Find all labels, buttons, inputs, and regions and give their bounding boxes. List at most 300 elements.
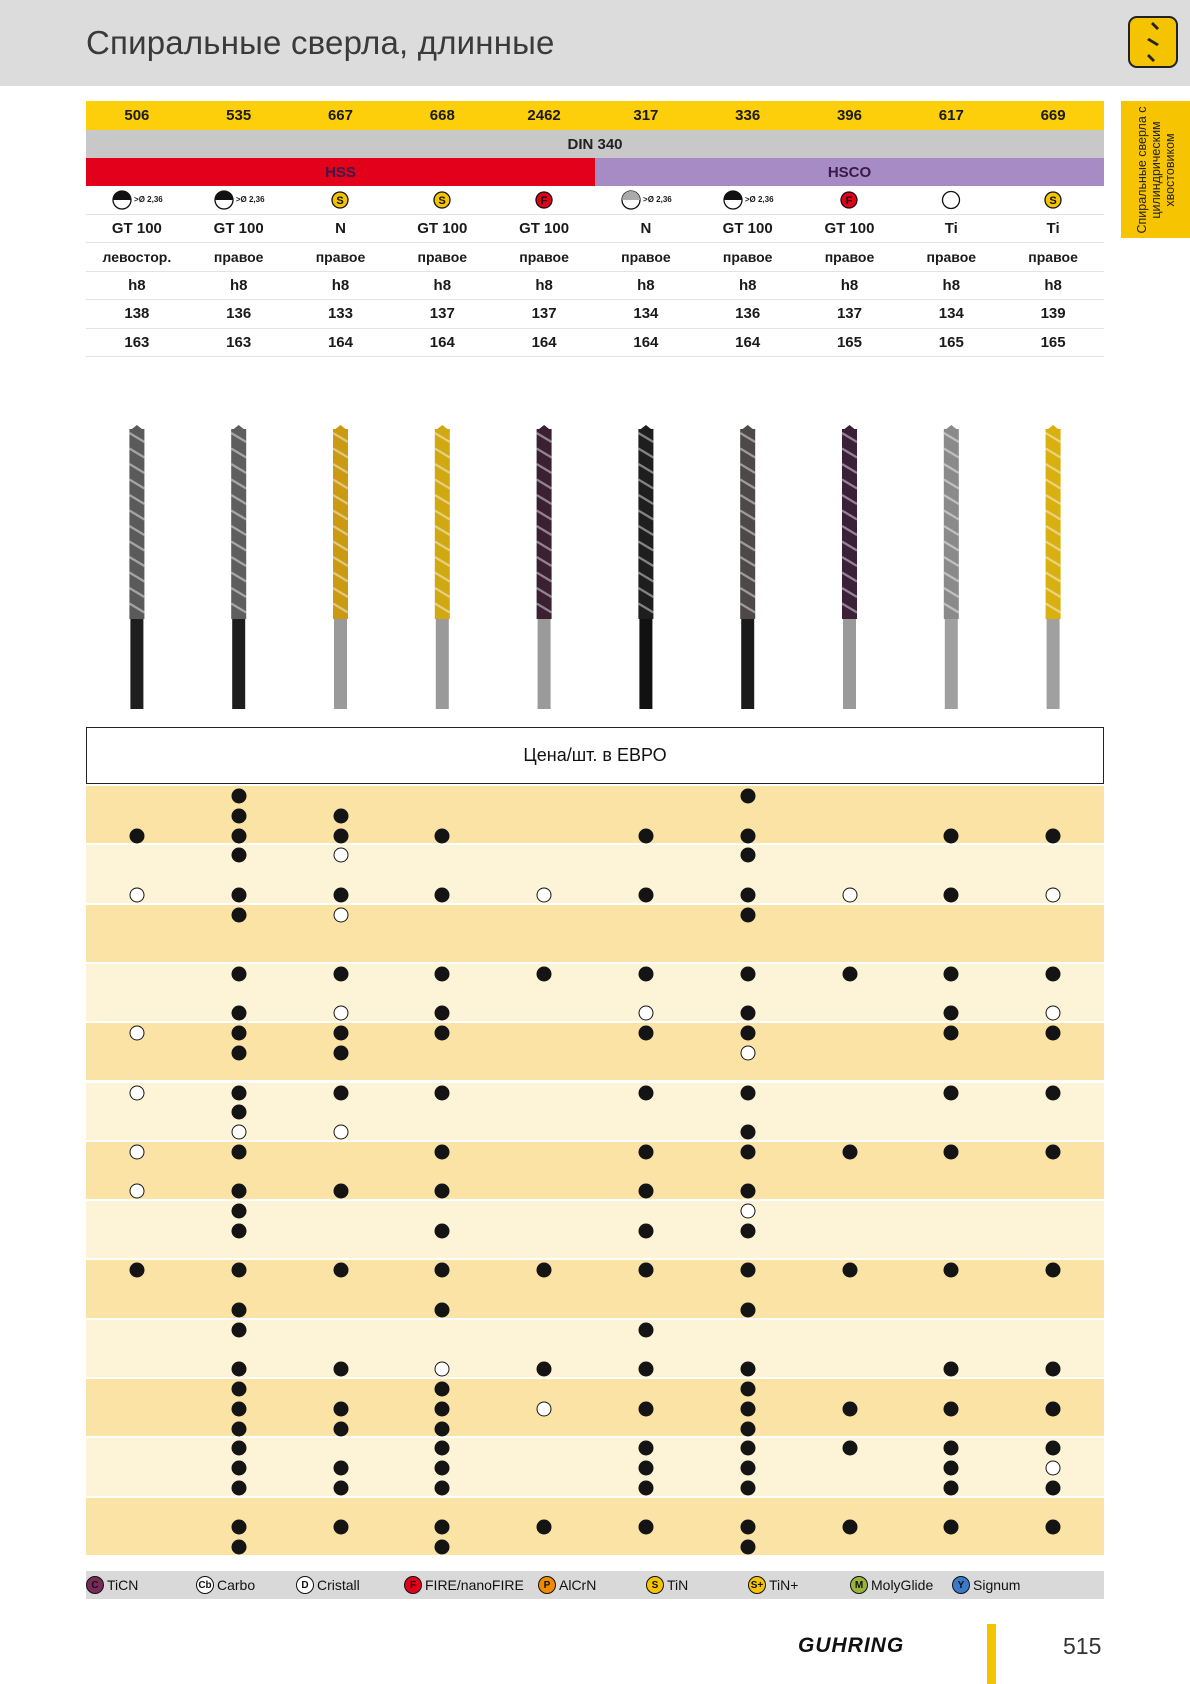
material-row: [86, 158, 1104, 186]
available-dot: [435, 966, 450, 981]
available-dot: [231, 1461, 246, 1476]
article-code[interactable]: 2462: [527, 107, 561, 124]
legend-item: [850, 1571, 933, 1599]
available-dot: [740, 1520, 755, 1535]
catalog-page-row: [86, 300, 1104, 329]
available-dot: [1046, 1401, 1061, 1416]
coating-cell: [188, 186, 290, 214]
page1-cell: 136: [735, 305, 761, 323]
available-dot: [333, 1480, 348, 1495]
footer-accent-bar: [987, 1624, 996, 1684]
on-request-dot: [537, 1401, 552, 1416]
available-dot: [129, 828, 144, 843]
tip-cell: GT 100: [722, 219, 773, 237]
available-dot: [740, 1401, 755, 1416]
on-request-dot: [740, 1046, 755, 1061]
coating-cell: [1002, 186, 1104, 214]
available-dot: [740, 1461, 755, 1476]
page-number: 515: [1063, 1633, 1102, 1659]
page1-cell: 137: [836, 305, 862, 323]
available-dot: [231, 1006, 246, 1021]
available-dot: [740, 848, 755, 863]
available-dot: [740, 1382, 755, 1397]
price-header-label: Цена/шт. в ЕВРО: [523, 745, 667, 765]
direction-cell: правое: [1028, 248, 1078, 265]
coating-cell: [493, 186, 595, 214]
page-title: Спиральные сверла, длинные: [86, 24, 555, 61]
legend-label: TiCN: [107, 1577, 139, 1593]
tip-cell: GT 100: [824, 219, 875, 237]
available-dot: [944, 887, 959, 902]
available-dot: [333, 1026, 348, 1041]
available-dot: [435, 828, 450, 843]
legend-label: Carbo: [217, 1577, 256, 1593]
article-code[interactable]: 667: [327, 107, 353, 124]
available-dot: [740, 1006, 755, 1021]
article-code[interactable]: 506: [124, 107, 150, 124]
available-dot: [740, 1421, 755, 1436]
available-dot: [944, 1461, 959, 1476]
available-dot: [333, 887, 348, 902]
legend-item: [952, 1571, 1020, 1599]
direction-cell: правое: [417, 248, 468, 265]
available-dot: [333, 1184, 348, 1199]
tolerance-cell: h8: [637, 276, 655, 294]
available-dot: [638, 1223, 653, 1238]
on-request-dot: [333, 848, 348, 863]
available-dot: [231, 1540, 246, 1555]
available-dot: [537, 966, 552, 981]
tip-cell: N: [640, 219, 652, 237]
available-dot: [129, 1263, 144, 1278]
tolerance-cell: h8: [942, 276, 961, 294]
available-dot: [740, 789, 755, 804]
available-dot: [638, 1362, 653, 1377]
page2-cell: 165: [938, 333, 964, 351]
page1-cell: 134: [633, 305, 659, 323]
on-request-dot: [638, 1006, 653, 1021]
material-hss-label: HSS: [325, 163, 356, 181]
available-dot: [231, 1204, 246, 1219]
page2-cell: 165: [1040, 333, 1066, 351]
coating-diameter-note: >Ø 2,36: [643, 194, 672, 204]
available-dot: [435, 1520, 450, 1535]
coating-none-icon: [941, 190, 961, 210]
drill-images: [86, 425, 1104, 715]
legend-label: FIRE/nanoFIRE: [425, 1577, 524, 1593]
available-dot: [231, 887, 246, 902]
available-dot: [333, 1520, 348, 1535]
legend-label: AlCrN: [559, 1577, 597, 1593]
available-dot: [740, 1184, 755, 1199]
page2-cell: 163: [226, 333, 252, 351]
available-dot: [435, 1144, 450, 1159]
available-dot: [1046, 1362, 1061, 1377]
available-dot: [231, 789, 246, 804]
available-dot: [638, 1026, 653, 1041]
available-dot: [537, 1362, 552, 1377]
tip-cell: Ti: [944, 219, 958, 237]
on-request-dot: [129, 1085, 144, 1100]
article-code[interactable]: 336: [735, 107, 761, 124]
available-dot: [435, 1303, 450, 1318]
on-request-dot: [231, 1125, 246, 1140]
page1-cell: 136: [226, 305, 252, 323]
article-code[interactable]: 669: [1040, 107, 1066, 124]
available-dot: [638, 1263, 653, 1278]
available-dot: [333, 808, 348, 823]
available-dot: [333, 1421, 348, 1436]
page2-cell: 164: [531, 333, 557, 351]
available-dot: [333, 1461, 348, 1476]
page2-cell: 163: [124, 333, 150, 351]
coating-alcrn-icon: P: [538, 1576, 556, 1594]
available-dot: [231, 1421, 246, 1436]
available-dot: [435, 887, 450, 902]
drill-bit-icon: [1128, 16, 1178, 68]
drill-image: [1046, 425, 1061, 709]
on-request-dot: [333, 1125, 348, 1140]
page2-cell: 164: [327, 333, 353, 351]
available-dot: [740, 887, 755, 902]
coating-cell: [86, 186, 188, 214]
material-hsco-label: HSCO: [827, 163, 872, 181]
legend-item: [404, 1571, 524, 1599]
available-dot: [638, 828, 653, 843]
tolerance-cell: h8: [1044, 276, 1062, 294]
available-dot: [638, 966, 653, 981]
on-request-dot: [1046, 1461, 1061, 1476]
coating-diameter-note: >Ø 2,36: [134, 194, 163, 204]
coating-row: [86, 186, 1104, 215]
material-hss-band: [86, 158, 595, 186]
available-dot: [435, 1006, 450, 1021]
tip-cell: GT 100: [213, 219, 264, 237]
available-dot: [435, 1223, 450, 1238]
coating-tin-icon: [331, 191, 349, 209]
available-dot: [944, 1263, 959, 1278]
on-request-dot: [129, 1026, 144, 1041]
available-dot: [740, 966, 755, 981]
coating-ticn-icon: C: [86, 1576, 104, 1594]
available-dot: [333, 966, 348, 981]
available-dot: [231, 1105, 246, 1120]
coating-half-icon: [111, 190, 163, 210]
coating-legend: [86, 1571, 1104, 1599]
available-dot: [740, 1441, 755, 1456]
on-request-dot: [1046, 1006, 1061, 1021]
available-dot: [231, 1401, 246, 1416]
page1-cell: 137: [429, 305, 455, 323]
available-dot: [944, 966, 959, 981]
svg-text:F: F: [540, 194, 548, 207]
drill-image: [435, 425, 450, 709]
available-dot: [231, 848, 246, 863]
legend-item: [196, 1571, 255, 1599]
svg-text:F: F: [846, 194, 853, 207]
cutting-direction-row: [86, 243, 1104, 272]
tip-cell: GT 100: [111, 219, 162, 237]
article-codes-row: [86, 101, 1104, 130]
on-request-dot: [333, 907, 348, 922]
tolerance-cell: h8: [433, 276, 452, 294]
available-dot: [740, 1303, 755, 1318]
tolerance-cell: h8: [128, 276, 146, 294]
available-dot: [231, 1303, 246, 1318]
available-dot: [740, 1223, 755, 1238]
available-dot: [944, 1085, 959, 1100]
coating-cell: [799, 186, 901, 214]
available-dot: [842, 1520, 857, 1535]
drill-image: [944, 425, 959, 709]
drill-image: [231, 425, 246, 709]
page2-cell: 164: [633, 333, 659, 351]
available-dot: [435, 1263, 450, 1278]
available-dot: [944, 1480, 959, 1495]
available-dot: [1046, 1520, 1061, 1535]
tip-cell: GT 100: [519, 219, 570, 237]
available-dot: [638, 1401, 653, 1416]
on-request-dot: [333, 1006, 348, 1021]
on-request-dot: [537, 887, 552, 902]
available-dot: [638, 1144, 653, 1159]
available-dot: [944, 1026, 959, 1041]
coating-firenanofire-icon: F: [404, 1576, 422, 1594]
direction-cell: правое: [722, 248, 773, 265]
available-dot: [740, 1263, 755, 1278]
tip-cell: N: [335, 219, 346, 237]
brand-logo: GUHRING: [798, 1634, 905, 1657]
tolerance-cell: h8: [535, 276, 553, 294]
coating-fire-icon: [840, 191, 858, 209]
available-dot: [740, 1085, 755, 1100]
legend-item: [86, 1571, 138, 1599]
available-dot: [231, 1441, 246, 1456]
available-dot: [944, 1401, 959, 1416]
available-dot: [231, 1263, 246, 1278]
price-page-row: [86, 329, 1104, 358]
legend-label: Cristall: [317, 1577, 360, 1593]
available-dot: [435, 1026, 450, 1041]
available-dot: [231, 1322, 246, 1337]
direction-cell: левостор.: [102, 248, 172, 265]
legend-label: TiN: [667, 1577, 689, 1593]
tip-cell: Ti: [1046, 219, 1060, 237]
drill-image: [333, 425, 348, 709]
available-dot: [435, 1480, 450, 1495]
available-dot: [537, 1520, 552, 1535]
on-request-dot: [129, 1144, 144, 1159]
coating-cell: [900, 186, 1002, 214]
on-request-dot: [842, 887, 857, 902]
available-dot: [333, 1263, 348, 1278]
article-code[interactable]: 535: [226, 107, 252, 124]
available-dot: [944, 1441, 959, 1456]
page1-cell: 138: [124, 305, 150, 323]
available-dot: [740, 1125, 755, 1140]
coating-signum-icon: Y: [952, 1576, 970, 1594]
available-dot: [333, 1085, 348, 1100]
tolerance-cell: h8: [331, 276, 350, 294]
standard-label: DIN 340: [567, 135, 623, 153]
on-request-dot: [740, 1204, 755, 1219]
page1-cell: 137: [531, 305, 557, 323]
legend-label: Signum: [973, 1577, 1021, 1593]
available-dot: [435, 1085, 450, 1100]
available-dot: [638, 887, 653, 902]
available-dot: [1046, 1085, 1061, 1100]
legend-label: TiN+: [769, 1577, 799, 1593]
available-dot: [842, 1401, 857, 1416]
drill-image: [842, 425, 857, 709]
coating-cell: [595, 186, 697, 214]
available-dot: [231, 1046, 246, 1061]
available-dot: [1046, 1480, 1061, 1495]
available-dot: [333, 1401, 348, 1416]
coating-cell: [697, 186, 799, 214]
available-dot: [435, 1441, 450, 1456]
coating-tin-icon: S: [646, 1576, 664, 1594]
available-dot: [740, 1540, 755, 1555]
coating-half-icon: [213, 190, 265, 210]
available-dot: [231, 828, 246, 843]
available-dot: [944, 828, 959, 843]
available-dot: [231, 966, 246, 981]
page2-cell: 165: [836, 333, 862, 351]
available-dot: [842, 966, 857, 981]
available-dot: [1046, 1026, 1061, 1041]
coating-diameter-note: >Ø 2,36: [744, 194, 774, 204]
available-dot: [638, 1322, 653, 1337]
legend-item: [646, 1571, 688, 1599]
available-dot: [740, 1480, 755, 1495]
page1-cell: 139: [1040, 305, 1066, 323]
available-dot: [435, 1184, 450, 1199]
available-dot: [231, 1223, 246, 1238]
available-dot: [638, 1461, 653, 1476]
direction-cell: правое: [213, 248, 264, 265]
direction-cell: правое: [824, 248, 875, 265]
tip-geometry-row: [86, 215, 1104, 244]
available-dot: [638, 1520, 653, 1535]
standard-row: [86, 130, 1104, 158]
svg-text:S: S: [438, 194, 446, 207]
available-dot: [944, 1362, 959, 1377]
article-code[interactable]: 617: [938, 107, 964, 124]
available-dot: [231, 1144, 246, 1159]
available-dot: [231, 1520, 246, 1535]
svg-text:S: S: [1049, 194, 1057, 207]
legend-item: [748, 1571, 798, 1599]
svg-text:S: S: [336, 194, 345, 207]
coating-tin-icon: [433, 191, 451, 209]
available-dot: [740, 828, 755, 843]
on-request-dot: [1046, 887, 1061, 902]
side-tab-label: Спиральные сверла с цилиндрическим хвостовиком: [1134, 106, 1177, 233]
legend-label: MolyGlide: [871, 1577, 934, 1593]
available-dot: [842, 1263, 857, 1278]
available-dot: [435, 1401, 450, 1416]
article-code[interactable]: 396: [836, 107, 862, 124]
page2-cell: 164: [735, 333, 761, 351]
direction-cell: правое: [519, 248, 569, 265]
available-dot: [638, 1480, 653, 1495]
available-dot: [944, 1144, 959, 1159]
direction-cell: правое: [621, 248, 671, 265]
available-dot: [537, 1263, 552, 1278]
on-request-dot: [435, 1362, 450, 1377]
coating-half-gray-icon: [620, 190, 672, 210]
drill-image: [537, 425, 552, 709]
coating-cell: [391, 186, 493, 214]
available-dot: [740, 1362, 755, 1377]
available-dot: [638, 1184, 653, 1199]
available-dot: [435, 1421, 450, 1436]
available-dot: [842, 1441, 857, 1456]
available-dot: [231, 1480, 246, 1495]
coating-diameter-note: >Ø 2,36: [235, 194, 265, 204]
page1-cell: 134: [938, 305, 964, 323]
tolerance-row: [86, 272, 1104, 301]
available-dot: [740, 1144, 755, 1159]
available-dot: [231, 1382, 246, 1397]
tolerance-cell: h8: [229, 276, 248, 294]
available-dot: [333, 1046, 348, 1061]
coating-cell: [290, 186, 392, 214]
coating-cristall-icon: D: [296, 1576, 314, 1594]
available-dot: [435, 1461, 450, 1476]
coating-tin-icon: S+: [748, 1576, 766, 1594]
on-request-dot: [129, 1184, 144, 1199]
tip-cell: GT 100: [417, 219, 468, 237]
available-dot: [740, 1026, 755, 1041]
available-dot: [231, 1362, 246, 1377]
on-request-dot: [129, 887, 144, 902]
available-dot: [944, 1520, 959, 1535]
available-dot: [740, 907, 755, 922]
available-dot: [1046, 828, 1061, 843]
available-dot: [333, 1362, 348, 1377]
available-dot: [435, 1540, 450, 1555]
drill-image: [129, 425, 144, 709]
article-code[interactable]: 317: [633, 107, 659, 124]
drill-image: [740, 425, 755, 709]
page2-cell: 164: [429, 333, 455, 351]
coating-half-icon: [722, 190, 774, 210]
available-dot: [1046, 1441, 1061, 1456]
drill-image: [638, 425, 653, 709]
available-dot: [638, 1085, 653, 1100]
tolerance-cell: h8: [738, 276, 757, 294]
available-dot: [435, 1382, 450, 1397]
available-dot: [231, 1184, 246, 1199]
available-dot: [231, 1085, 246, 1100]
article-code[interactable]: 668: [429, 107, 455, 124]
coating-tin-icon: [1044, 191, 1062, 209]
available-dot: [1046, 966, 1061, 981]
available-dot: [842, 1144, 857, 1159]
coating-molyglide-icon: M: [850, 1576, 868, 1594]
price-header: [86, 727, 1104, 784]
available-dot: [333, 828, 348, 843]
available-dot: [231, 907, 246, 922]
section-side-tab[interactable]: [1121, 101, 1190, 238]
legend-item: [538, 1571, 596, 1599]
coating-carbo-icon: Cb: [196, 1576, 214, 1594]
page1-cell: 133: [327, 305, 353, 323]
material-hsco-band: [595, 158, 1104, 186]
available-dot: [1046, 1263, 1061, 1278]
